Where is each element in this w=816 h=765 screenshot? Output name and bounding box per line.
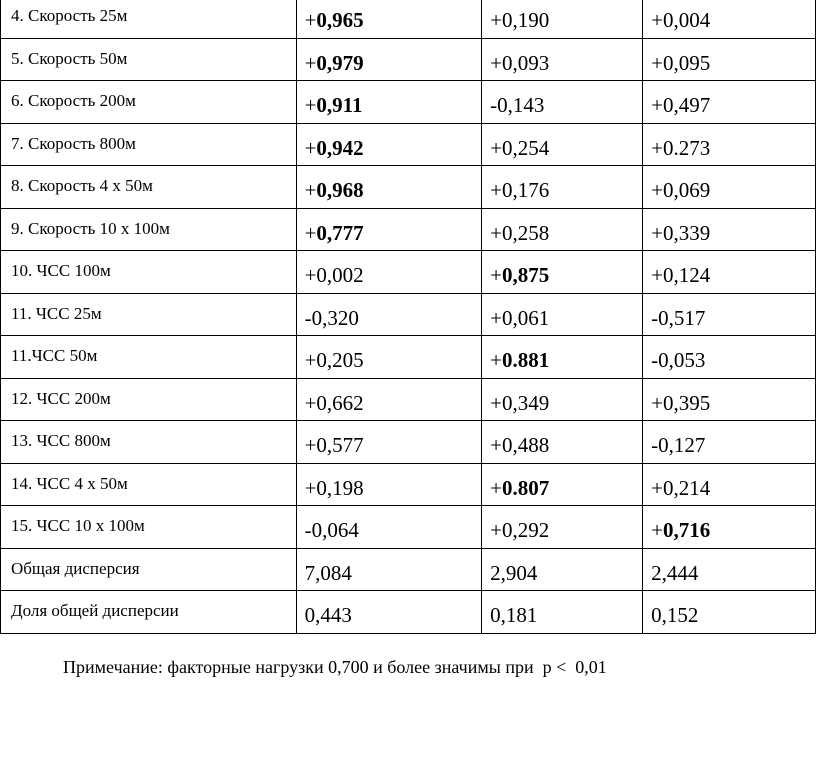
factor-2-value [482,38,643,81]
value-sign: + [490,518,502,542]
factor-1-value [296,336,482,379]
loading-value: 0,214 [663,475,711,500]
value-sign: + [651,93,664,117]
value-sign: + [651,50,664,75]
factor-3-value [643,293,816,336]
value-sign: - [304,518,312,542]
value-sign: + [490,390,502,415]
factor-1-value [296,548,482,591]
loading-value: 0,124 [663,263,711,287]
loading-value: 0,577 [316,433,364,457]
value-sign: - [651,305,659,330]
factor-1-value [296,591,482,634]
row-label: 8. Скорость 4 х 50м [1,166,297,209]
factor-2-value [482,591,643,634]
loading-value: 0,443 [304,603,352,627]
value-sign: + [651,220,664,245]
loading-value: 0,093 [501,50,550,75]
factor-1-value [296,463,482,506]
value-sign: - [651,348,659,372]
value-sign: - [490,93,498,117]
significant-loading: 0.881 [501,348,550,372]
loading-value: 0,095 [663,50,711,75]
factor-2-value [482,506,643,549]
row-label: 10. ЧСС 100м [1,251,297,294]
loading-value: 0,176 [501,178,550,202]
table-body [1,0,816,633]
loading-value: 0,254 [501,135,550,160]
table-row [1,293,816,336]
factor-1-value [296,0,482,38]
value-sign: + [304,8,317,32]
value-sign: + [651,178,664,202]
table-row [1,81,816,124]
factor-3-value [643,81,816,124]
loading-value: 0,064 [311,518,359,542]
significant-loading: 0,965 [316,8,364,32]
table-row [1,123,816,166]
factor-3-value [643,548,816,591]
value-sign: + [651,8,664,32]
factor-2-value [482,81,643,124]
factor-2-value [482,123,643,166]
loading-value: 0,004 [663,8,711,32]
factor-3-value [643,506,816,549]
table-row [1,506,816,549]
table-row [1,208,816,251]
factor-2-value [482,208,643,251]
loading-value: 0,349 [501,390,550,415]
loading-value: 0,053 [658,348,706,372]
factor-1-value [296,81,482,124]
loading-value: 0,662 [316,390,364,415]
factor-3-value [643,421,816,464]
factor-2-value [482,251,643,294]
row-label: 6. Скорость 200м [1,81,297,124]
factor-3-value [643,123,816,166]
row-label: 4. Скорость 25м [1,0,297,38]
significant-loading: 0,716 [663,518,711,542]
value-sign: + [304,178,317,202]
row-label: 12. ЧСС 200м [1,378,297,421]
value-sign: + [490,348,502,372]
loading-value: 0,143 [497,93,545,117]
value-sign: + [304,135,317,160]
row-label: 13. ЧСС 800м [1,421,297,464]
value-sign: + [490,475,502,500]
value-sign: + [490,305,502,330]
significant-loading: 0,942 [316,135,364,160]
row-label: 11. ЧСС 25м [1,293,297,336]
factor-1-value [296,293,482,336]
value-sign: + [651,475,664,500]
value-sign: + [304,50,317,75]
factor-1-value [296,208,482,251]
table-row [1,0,816,38]
table-note: Примечание: факторные нагрузки 0,700 и более значимы при p < 0,01 [63,657,607,677]
loading-value: 7,084 [304,560,352,585]
value-sign: + [490,263,502,287]
factor-2-value [482,378,643,421]
loading-value: 0,127 [658,433,706,457]
factor-3-value [643,166,816,209]
factor-2-value [482,166,643,209]
factor-1-value [296,421,482,464]
table-row [1,251,816,294]
factor-2-value [482,0,643,38]
factor-3-value [643,0,816,38]
table-row [1,336,816,379]
loading-value: 0.273 [663,135,711,160]
factor-2-value [482,548,643,591]
factor-3-value [643,591,816,634]
value-sign: - [304,305,312,330]
value-sign: + [651,390,664,415]
row-label: 7. Скорость 800м [1,123,297,166]
factor-2-value [482,421,643,464]
row-label: Общая дисперсия [1,548,297,591]
row-label: Доля общей дисперсии [1,591,297,634]
loading-value: 0,181 [490,603,538,627]
factor-3-value [643,336,816,379]
row-label: 5. Скорость 50м [1,38,297,81]
row-label: 9. Скорость 10 х 100м [1,208,297,251]
value-sign: + [651,518,664,542]
value-sign: + [490,135,502,160]
table-row [1,38,816,81]
value-sign: + [490,433,502,457]
value-sign: + [490,220,502,245]
value-sign: + [490,8,502,32]
loading-value: 2,444 [651,560,699,585]
value-sign: + [304,390,317,415]
loading-value: 0,488 [501,433,550,457]
factor-1-value [296,38,482,81]
row-label: 15. ЧСС 10 х 100м [1,506,297,549]
table-row [1,591,816,634]
loading-value: 2,904 [490,560,538,585]
value-sign: + [304,475,317,500]
loading-value: 0,190 [501,8,550,32]
table-row [1,166,816,209]
factor-3-value [643,251,816,294]
loading-value: 0,258 [501,220,550,245]
table-row [1,421,816,464]
value-sign: + [490,178,502,202]
loading-value: 0,320 [311,305,359,330]
loading-value: 0,292 [501,518,550,542]
factor-1-value [296,166,482,209]
factor-3-value [643,208,816,251]
row-label: 14. ЧСС 4 х 50м [1,463,297,506]
loading-value: 0,339 [663,220,711,245]
loading-value: 0,152 [651,603,699,627]
significant-loading: 0,911 [316,93,363,117]
loading-value: 0,395 [663,390,711,415]
factor-1-value [296,378,482,421]
value-sign: + [304,433,317,457]
factor-1-value [296,506,482,549]
loading-value: 0,069 [663,178,711,202]
table-row [1,378,816,421]
loading-value: 0,002 [316,263,364,287]
loading-value: 0,061 [501,305,550,330]
loading-value: 0,517 [658,305,706,330]
value-sign: + [651,135,664,160]
value-sign: + [304,220,317,245]
loading-value: 0,205 [316,348,364,372]
table-row [1,548,816,591]
value-sign: + [304,263,317,287]
significant-loading: 0.807 [501,475,550,500]
value-sign: + [304,348,317,372]
significant-loading: 0,979 [316,50,364,75]
value-sign: + [304,93,317,117]
value-sign: + [490,50,502,75]
significant-loading: 0,968 [316,178,364,202]
table-row [1,463,816,506]
factor-1-value [296,251,482,294]
loading-value: 0,198 [316,475,364,500]
value-sign: - [651,433,659,457]
factor-2-value [482,293,643,336]
value-sign: + [651,263,664,287]
significant-loading: 0,875 [501,263,550,287]
factor-2-value [482,336,643,379]
significant-loading: 0,777 [316,220,364,245]
factor-3-value [643,38,816,81]
factor-2-value [482,463,643,506]
loading-value: 0,497 [663,93,711,117]
factor-1-value [296,123,482,166]
row-label: 11.ЧСС 50м [1,336,297,379]
factor-3-value [643,378,816,421]
factor-3-value [643,463,816,506]
